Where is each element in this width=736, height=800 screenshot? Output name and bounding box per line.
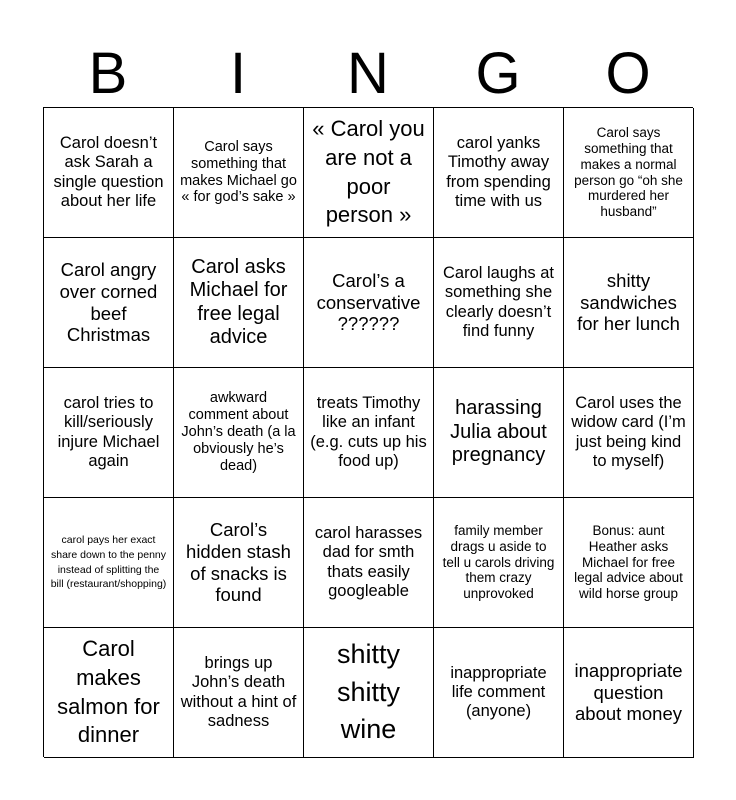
bingo-cell[interactable] (174, 108, 304, 238)
bingo-cell[interactable] (44, 108, 174, 238)
bingo-cell[interactable] (174, 498, 304, 628)
cell-text: Carol asks Michael for free legal advice (189, 255, 288, 348)
cell-text: Carol doesn’t ask Sarah a single question about her life (53, 133, 164, 210)
cell-text: Carol uses the widow card (I’m just being kind to myself) (571, 393, 686, 470)
bingo-cell[interactable] (564, 498, 694, 628)
cell-text: inappropriate life comment (anyone) (450, 663, 547, 721)
cell-text: Carol says something that makes Michael go « for god’s sake » (180, 138, 297, 206)
cell-text: Carol says something that makes a normal person go “oh she murdered her husband” (574, 125, 683, 220)
bingo-cell[interactable] (304, 238, 434, 368)
cell-text: Bonus: aunt Heather asks Michael for free legal advice about wild horse group (574, 523, 683, 602)
header-letter-n: N (347, 41, 389, 106)
bingo-cell[interactable] (44, 628, 174, 758)
bingo-cell[interactable] (304, 628, 434, 758)
bingo-board (43, 107, 693, 757)
bingo-cell[interactable] (564, 108, 694, 238)
cell-text: shitty sandwiches for her lunch (577, 270, 680, 335)
bingo-cell[interactable] (44, 238, 174, 368)
bingo-cell[interactable] (44, 498, 174, 628)
bingo-cell[interactable] (304, 498, 434, 628)
cell-text: harassing Julia about pregnancy (450, 397, 547, 467)
bingo-cell[interactable] (434, 238, 564, 368)
header-letter-b: B (88, 41, 128, 106)
cell-text: carol yanks Timothy away from spending time with us (446, 133, 551, 210)
cell-text: Carol laughs at something she clearly doesn’t find funny (443, 263, 554, 340)
cell-text: Carol makes salmon for dinner (57, 636, 160, 748)
bingo-cell[interactable] (434, 368, 564, 498)
bingo-header (43, 40, 693, 108)
cell-text: Carol’s hidden stash of snacks is found (186, 519, 291, 606)
bingo-cell[interactable] (304, 108, 434, 238)
cell-text: carol tries to kill/seriously injure Michael again (57, 393, 160, 470)
bingo-cell[interactable] (174, 628, 304, 758)
bingo-cell[interactable] (434, 108, 564, 238)
bingo-cell[interactable] (564, 238, 694, 368)
header-letter-o: O (605, 41, 651, 106)
bingo-cell[interactable] (564, 628, 694, 758)
cell-text: carol harasses dad for smth thats easily googleable (314, 523, 423, 600)
cell-text: carol pays her exact share down to the penny instead of splitting the bill (restaurant/shopping) (50, 534, 167, 591)
cell-text: family member drags u aside to tell u carols driving them crazy unprovoked (442, 523, 555, 602)
cell-text: inappropriate question about money (574, 660, 683, 725)
cell-text: treats Timothy like an infant (e.g. cuts up his food up) (310, 393, 427, 470)
bingo-cell[interactable] (434, 628, 564, 758)
cell-text: awkward comment about John’s death (a la obviously he’s dead) (181, 390, 296, 474)
bingo-cell[interactable] (174, 368, 304, 498)
bingo-cell[interactable] (44, 368, 174, 498)
cell-text: « Carol you are not a poor person » (312, 116, 425, 228)
bingo-cell[interactable] (434, 498, 564, 628)
header-letter-i: I (229, 41, 247, 106)
cell-text: brings up John’s death without a hint of sadness (180, 653, 297, 730)
bingo-cell[interactable] (174, 238, 304, 368)
header-letter-g: G (475, 41, 521, 106)
cell-text: shitty shitty wine (336, 638, 401, 745)
bingo-cell[interactable] (304, 368, 434, 498)
cell-text: Carol’s a conservative ?????? (316, 270, 421, 335)
cell-text: Carol angry over corned beef Christmas (59, 259, 158, 346)
bingo-cell[interactable] (564, 368, 694, 498)
